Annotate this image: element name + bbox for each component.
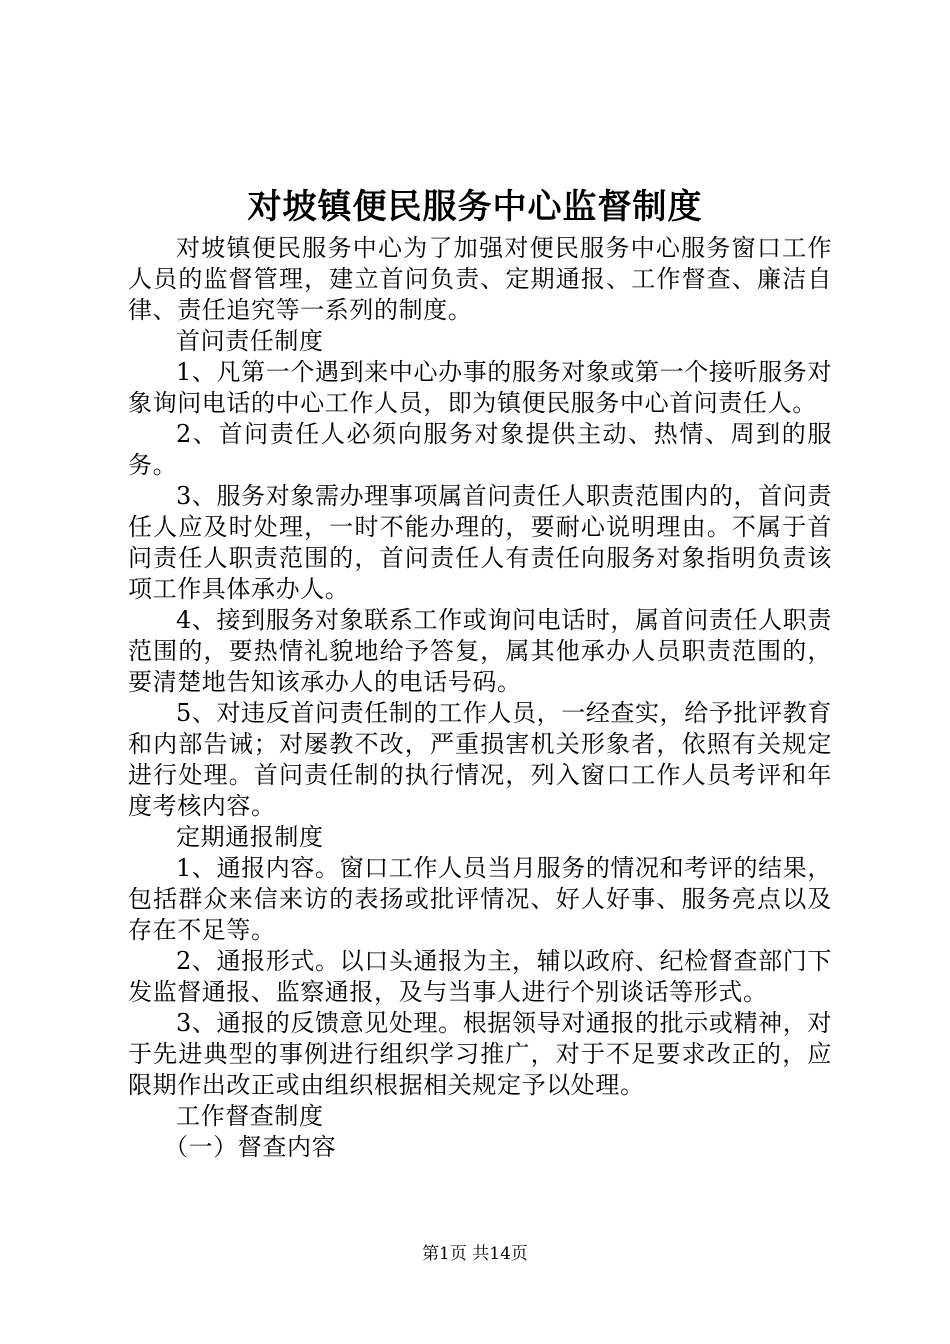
document-body (128, 233, 832, 1163)
paragraph-item: 1、凡第一个遇到来中心办事的服务对象或第一个接听服务对象询问电话的中心工作人员，即为镇便民服务中心首问责任人。 (128, 358, 832, 417)
section-heading-periodic-report: 定期通报制度 (176, 823, 324, 851)
paragraph-item: 3、服务对象需办理事项属首问责任人职责范围内的，首问责任人应及时处理，一时不能办理的，要耐心说明理由。不属于首问责任人职责范围的，首问责任人有责任向服务对象指明负责该项工作具体承办人。 (128, 482, 832, 603)
document-title: 对坡镇便民服务中心监督制度 (247, 187, 703, 227)
sub-heading-inspection-content: （一）督查内容 (164, 1133, 337, 1161)
page-footer: 第1页 共14页 (422, 1244, 528, 1264)
intro-paragraph: 对坡镇便民服务中心为了加强对便民服务中心服务窗口工作人员的监督管理，建立首问负责、定期通报、工作督查、廉洁自律、责任追究等一系列的制度。 (128, 234, 832, 324)
paragraph-item: 4、接到服务对象联系工作或询问电话时，属首问责任人职责范围的，要热情礼貌地给予答复，属其他承办人员职责范围的，要清楚地告知该承办人的电话号码。 (128, 606, 832, 696)
paragraph-item: 2、首问责任人必须向服务对象提供主动、热情、周到的服务。 (128, 420, 832, 479)
paragraph-item: 1、通报内容。窗口工作人员当月服务的情况和考评的结果，包括群众来信来访的表扬或批评情况、好人好事、服务亮点以及存在不足等。 (128, 854, 832, 944)
paragraph-item: 5、对违反首问责任制的工作人员，一经查实，给予批评教育和内部告诫；对屡教不改，严重损害机关形象者，依照有关规定进行处理。首问责任制的执行情况，列入窗口工作人员考评和年度考核内容。 (128, 699, 832, 820)
section-heading-work-inspection: 工作督查制度 (176, 1102, 324, 1130)
paragraph-item: 2、通报形式。以口头通报为主，辅以政府、纪检督查部门下发监督通报、监察通报，及与当事人进行个别谈话等形式。 (128, 947, 832, 1006)
paragraph-item: 3、通报的反馈意见处理。根据领导对通报的批示或精神，对于先进典型的事例进行组织学习推广，对于不足要求改正的，应限期作出改正或由组织根据相关规定予以处理。 (128, 1009, 832, 1099)
section-heading-first-inquiry: 首问责任制度 (176, 327, 324, 355)
